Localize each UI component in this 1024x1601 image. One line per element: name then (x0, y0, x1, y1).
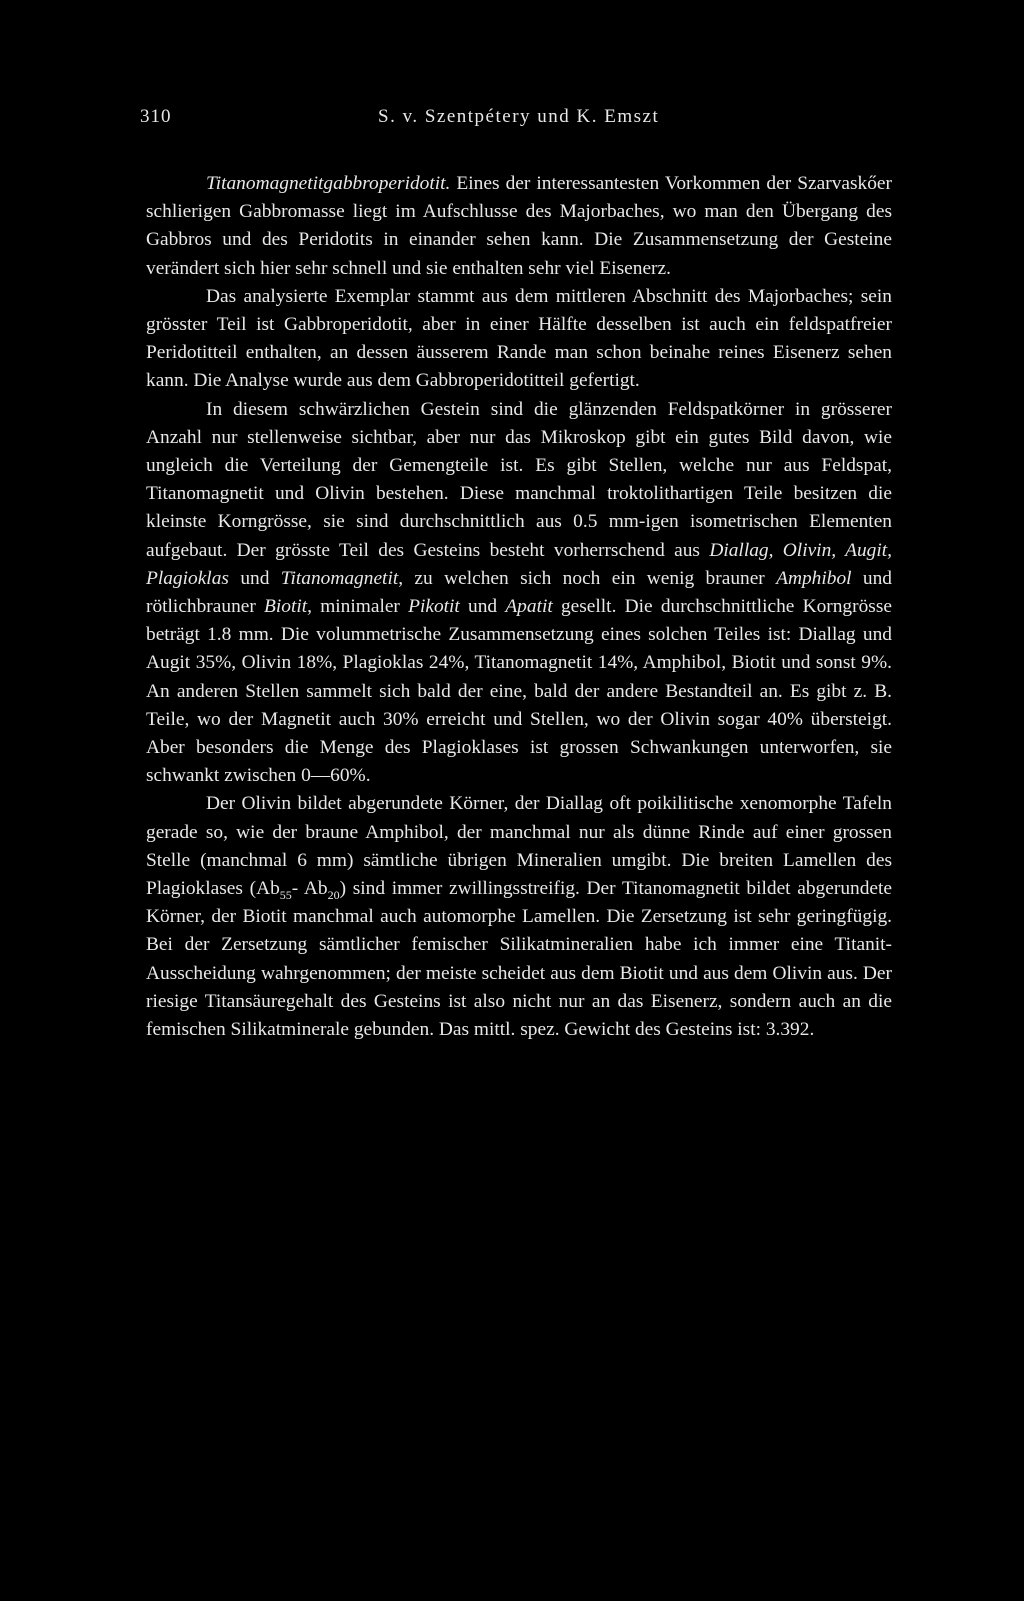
mineral-pikotit: Pikotit (408, 596, 460, 618)
paragraph-3-text-f: und (459, 596, 506, 618)
section-title: Titanomagnetitgabbroperidotit. (206, 173, 451, 194)
paragraph-4 (146, 790, 892, 1044)
mineral-amphibol: Amphibol (776, 567, 852, 589)
paragraph-2 (146, 283, 892, 396)
paragraph-2-text: Das analysierte Exemplar stammt aus dem mittleren Abschnitt des Majorbaches; sein grösster Teil ist Gabbroperidotit, aber in einer Hälfte desselben ist auch ein feldspatfreier Peridotitteil enthalten, an dessen äusserem Rande man schon beinahe reines Eisenerz sehen kann. Die Analyse wurde aus dem Gabbroperidotitteil gefertigt. (146, 285, 892, 392)
mineral-apatit: Apatit (505, 596, 553, 618)
page-number: 310 (140, 106, 172, 127)
paragraph-1 (146, 170, 892, 283)
paragraph-4-text-b: - Ab (291, 878, 328, 900)
paragraph-3-text-a: In diesem schwärzlichen Gestein sind die glänzenden Feldspatkörner in grösserer Anzahl nur stellenweise sichtbar, aber nur das Mikroskop gibt ein gutes Bild davon, wie ungleich die Verteilung der Gemengteile ist. Es gibt Stellen, welche nur aus Feldspat, Titanomagnetit und Olivin bestehen. Diese manchmal troktolithartigen Teile besitzen die kleinste Korngrösse, sie sind durchschnittlich aus 0.5 mm-igen isometrischen Elementen aufgebaut. Der grösste Teil des Gesteins besteht vorherrschend aus (146, 398, 892, 561)
paragraph-3-text-d: und rötlichbrauner (146, 567, 893, 618)
paragraph-4-text-a: Der Olivin bildet abgerundete Körner, der Diallag oft poikilitische xenomorphe Tafeln gerade so, wie der braune Amphibol, der manchmal nur als dünne Rinde auf einer grossen Stelle (manchmal 6 mm) sämtliche übrigen Mineralien umgibt. Die breiten Lamellen des Plagioklases (Ab (146, 793, 892, 900)
mineral-diallag-olivin-augit-plagioklas: Diallag, Olivin, Augit, Plagioklas (146, 539, 892, 589)
paragraph-3-text-g: gesellt. Die durchschnittliche Korngrösse beträgt 1.8 mm. Die volummetrische Zusammensetzung eines solchen Teiles ist: Diallag und Augit 35%, Olivin 18%, Plagioklas 24%, Titanomagnetit 14%, Amphibol, Biotit und sonst 9%. An anderen Stellen sammelt sich bald der eine, bald der andere Bestandteil an. Es gibt z. B. Teile, wo der Magnetit auch 30% erreicht und Stellen, wo der Olivin sogar 40% übersteigt. Aber besonders die Menge des Plagioklases ist grossen Schwankungen unterworfen, sie schwankt zwischen 0—60%. (146, 596, 892, 787)
paragraph-1-text: Eines der interessantesten Vorkommen der Szarvaskőer schlierigen Gabbromasse liegt im Aufschlusse des Majorbaches, wo man den Übergang des Gabbros und des Peridotits in einander sehen kann. Die Zusammensetzung der Gesteine verändert sich hier sehr schnell und sie enthalten sehr viel Eisenerz. (146, 173, 892, 279)
subscript-20: 20 (327, 887, 340, 902)
page-header (140, 106, 840, 136)
paragraph-3-text-c: , zu welchen sich noch ein wenig brauner (398, 567, 777, 589)
paragraph-3 (146, 396, 892, 791)
paragraph-4-text-c: ) sind immer zwillingsstreifig. Der Titanomagnetit bildet abgerundete Körner, der Biotit manchmal auch automorphe Lamellen. Die Zersetzung ist sehr geringfügig. Bei der Zersetzung sämtlicher femischer Silikatmineralien habe ich immer eine Titanit-Ausscheidung wahrgenommen; der meiste scheidet aus dem Biotit und aus dem Olivin aus. Der riesige Titansäuregehalt des Gesteins ist also nicht nur an das Eisenerz, sondern auch an die femischen Silikatminerale gebunden. Das mittl. spez. Gewicht des Gesteins ist: 3.392. (146, 878, 893, 1041)
paragraph-3-text-e: , minimaler (307, 596, 409, 618)
mineral-titanomagnetit: Titanomagnetit (280, 567, 399, 589)
running-head: S. v. Szentpétery und K. Emszt (378, 106, 660, 127)
body-text (146, 170, 892, 1044)
mineral-biotit: Biotit (264, 596, 308, 618)
subscript-55: 55 (279, 887, 292, 902)
paragraph-3-text-b: und (228, 567, 281, 589)
